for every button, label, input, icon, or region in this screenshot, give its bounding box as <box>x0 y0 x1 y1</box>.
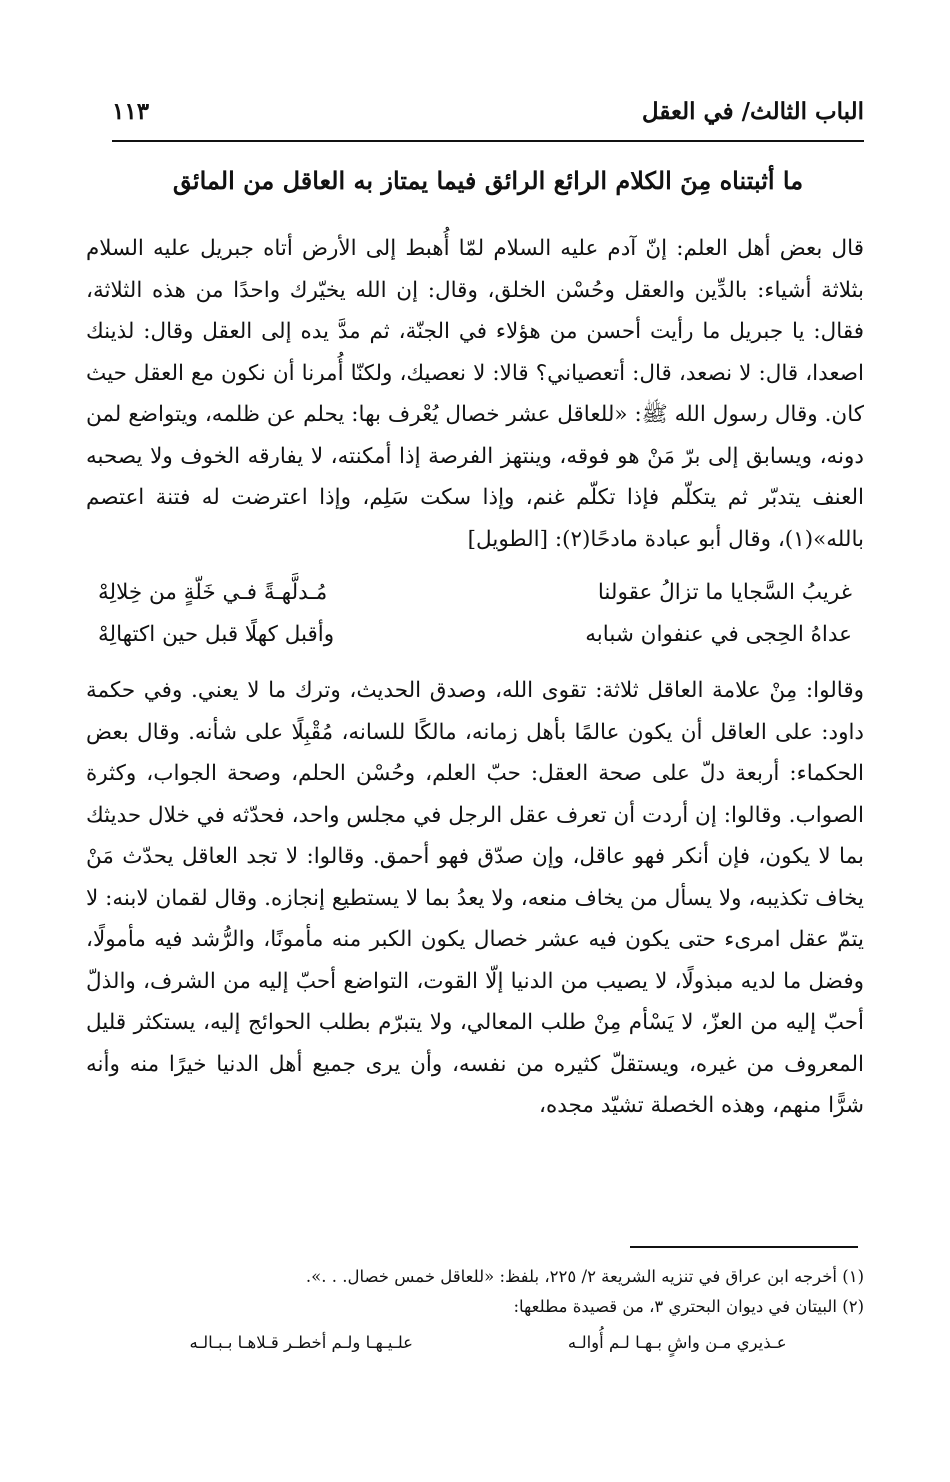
footnote-2: (٢) البيتان في ديوان البحتري ٣، من قصيدة مطلعها: <box>513 1297 864 1316</box>
body-text <box>86 228 864 1127</box>
running-head: الباب الثالث/ في العقل <box>641 98 864 125</box>
page-number: ١١٣ <box>112 98 150 125</box>
footnote-verse-second: علـيـهـا ولـم أخطـر قـلاهـا بـبـالـه <box>189 1333 414 1352</box>
verse-line <box>98 572 852 614</box>
section-title: ما أثبتناه مِنَ الكلام الرائع الرائق فيما يمتاز به العاقل من المائق <box>172 166 804 195</box>
footnote-verse <box>112 1328 864 1358</box>
verse-line <box>98 614 852 656</box>
hemistich-first: غريبُ السَّجايا ما تزالُ عقولنا <box>597 580 852 605</box>
footnote-verse-first: عـذيري مـن واشٍ بـهـا لـم أُوالـه <box>567 1333 787 1352</box>
hemistich-second: وأقبل كهلًا قبل حين اكتهالِهْ <box>98 622 335 647</box>
paragraph-2: وقالوا: مِنْ علامة العاقل ثلاثة: تقوى الله، وصدق الحديث، وترك ما لا يعني. وفي حكمة داود: على العاقل أن يكون عالمًا بأهل زمانه، مالكًا للسانه، مُقْبِلًا على شأنه. وقال بعض الحكماء: أربعة دلّ على صحة العقل: حبّ العلم، وحُسْن الحلم، وصحة الجواب، وكثرة الصواب. وقالوا: إن أردت أن تعرف عقل الرجل في مجلس واحد، فحدّثه في خلال حديثك بما لا يكون، فإن أنكر فهو عاقل، وإن صدّق فهو أحمق. وقالوا: لا تجد العاقل يحدّث مَنْ يخاف تكذيبه، ولا يسأل من يخاف منعه، ولا يعدُ بما لا يستطيع إنجازه. وقال لقمان لابنه: لا يتمّ عقل امرىء حتى يكون فيه عشر خصال يكون الكبر منه مأمونًا، والرُّشد فيه مأمولًا، وفضل ما لديه مبذولًا، لا يصيب من الدنيا إلّا القوت، التواضع أحبّ إليه من الشرف، والذلّ أحبّ إليه من العزّ، لا يَسْأم مِنْ طلب المعالي، ولا يتبرّم بطلب الحوائج إليه، يستكثر قليل المعروف من غيره، ويستقلّ كثيره من نفسه، وأن يرى جميع أهل الدنيا خيرًا منه وأنه شرًّا منهم، وهذه الخصلة تشيّد مجده، <box>86 678 865 1118</box>
page-header <box>112 98 864 138</box>
paragraph-1: قال بعض أهل العلم: إنّ آدم عليه السلام لمّا أُهبط إلى الأرض أتاه جبريل عليه السلام بثلاثة أشياء: بالدِّين والعقل وحُسْن الخلق، وقال: إن الله يخيّرك واحدًا من هذه الثلاثة، فقال: يا جبريل ما رأيت أحسن من هؤلاء في الجنّة، ثم مدَّ يده إلى العقل وقال: لذينك اصعدا، قال: لا نصعد، قال: أتعصياني؟ قالا: لا نعصيك، ولكنّا أُمرنا أن نكون مع العقل حيث كان. وقال رسول الله ﷺ: «للعاقل عشر خصال يُعْرف بها: يحلم عن ظلمه، ويتواضع لمن دونه، ويسابق إلى برّ مَنْ هو فوقه، وينتهز الفرصة إذا أمكنته، لا يفارقه الخوف ولا يصحبه العنف يتدبّر ثم يتكلّم فإذا تكلّم غنم، وإذا سكت سَلِم، وإذا اعترضت له فتنة اعتصم بالله»(١)، وقال أبو عبادة مادحًا(٢): [الطويل] <box>86 236 864 552</box>
header-rule <box>112 140 864 142</box>
footnote-1: (١) أخرجه ابن عراق في تنزيه الشريعة ٢/ ٢٢٥، بلفظ: «للعاقل خمس خصال. . .». <box>305 1267 864 1286</box>
hemistich-second: مُـدلَّهـةً فـي خَلّةٍ من خِلالِهْ <box>98 580 328 605</box>
hemistich-first: عداهُ الحِجى في عنفوان شبابه <box>585 622 852 647</box>
poetry-block <box>98 572 852 656</box>
footnote-rule <box>630 1246 858 1248</box>
footnotes <box>112 1262 864 1358</box>
